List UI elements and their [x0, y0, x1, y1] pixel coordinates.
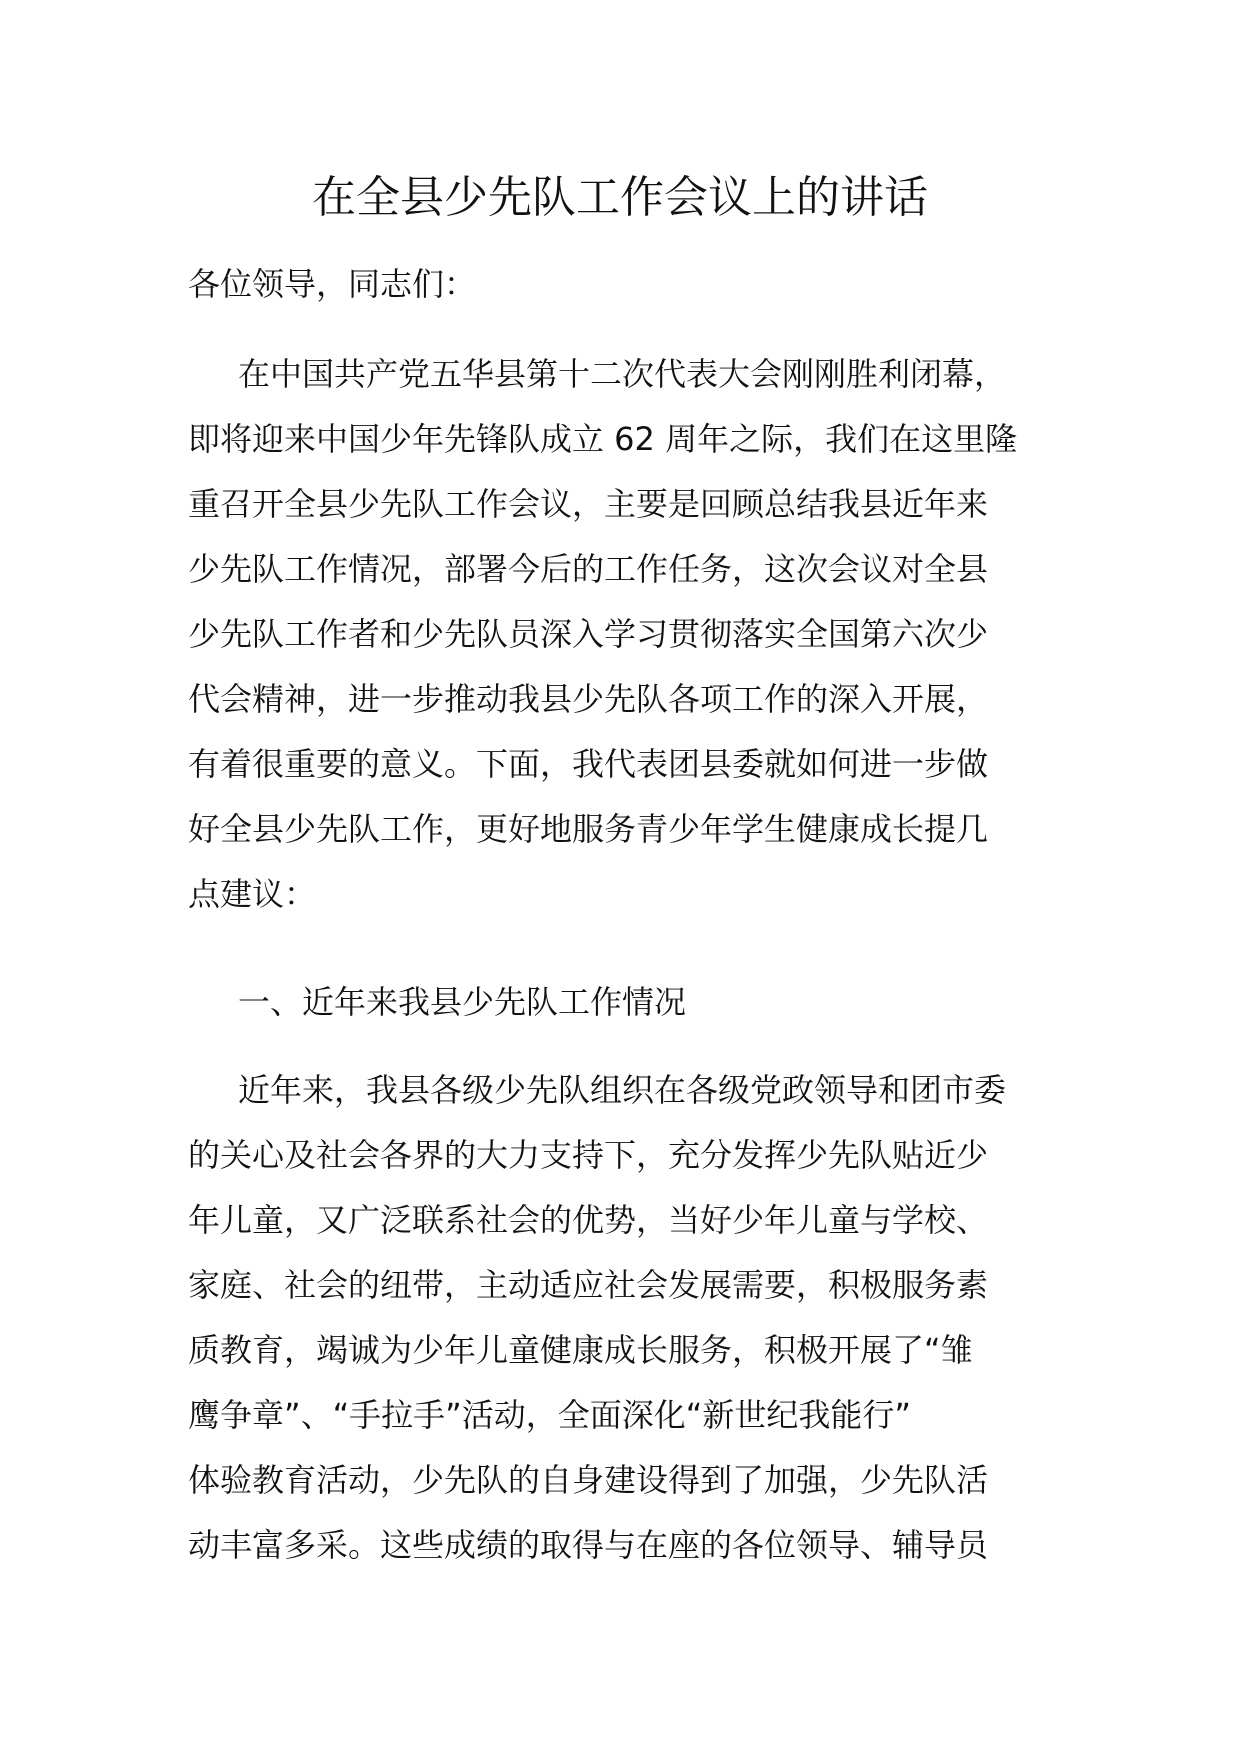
- paragraph-2-line: 家庭、社会的纽带，主动适应社会发展需要，积极服务素: [188, 1266, 989, 1304]
- paragraph-2-line: 年儿童，又广泛联系社会的优势，当好少年儿童与学校、: [188, 1201, 989, 1239]
- salutation: 各位领导，同志们：: [188, 265, 477, 303]
- paragraph-2-line: 动丰富多采。这些成绩的取得与在座的各位领导、辅导员: [188, 1526, 989, 1564]
- paragraph-2-line: 体验教育活动，少先队的自身建设得到了加强，少先队活: [188, 1461, 989, 1499]
- paragraph-1-line: 点建议：: [188, 875, 317, 913]
- section-heading: 一、近年来我县少先队工作情况: [238, 983, 687, 1021]
- paragraph-2-line: 的关心及社会各界的大力支持下，充分发挥少先队贴近少: [188, 1136, 989, 1174]
- paragraph-1-line: 重召开全县少先队工作会议，主要是回顾总结我县近年来: [188, 485, 989, 523]
- paragraph-1-line: 好全县少先队工作，更好地服务青少年学生健康成长提几: [188, 810, 989, 848]
- paragraph-1-line: 代会精神，进一步推动我县少先队各项工作的深入开展，: [188, 680, 989, 718]
- paragraph-2-line: 质教育，竭诚为少年儿童健康成长服务，积极开展了“雏: [188, 1331, 973, 1369]
- paragraph-1: [188, 342, 1058, 927]
- paragraph-1-line: 少先队工作情况，部署今后的工作任务，这次会议对全县: [188, 550, 989, 588]
- paragraph-2-line: 近年来，我县各级少先队组织在各级党政领导和团市委: [238, 1071, 1007, 1109]
- paragraph-1-line: 在中国共产党五华县第十二次代表大会刚刚胜利闭幕，: [238, 355, 1007, 393]
- paragraph-1-line: 少先队工作者和少先队员深入学习贯彻落实全国第六次少: [188, 615, 989, 653]
- paragraph-2-line: 鹰争章”、“手拉手”活动，全面深化“新世纪我能行”: [188, 1396, 911, 1434]
- paragraph-2: [188, 1058, 1058, 1578]
- document-title: 在全县少先队工作会议上的讲话: [312, 172, 928, 223]
- paragraph-1-line: 即将迎来中国少年先锋队成立 62 周年之际，我们在这里隆: [188, 420, 1018, 458]
- paragraph-1-line: 有着很重要的意义。下面，我代表团县委就如何进一步做: [188, 745, 989, 783]
